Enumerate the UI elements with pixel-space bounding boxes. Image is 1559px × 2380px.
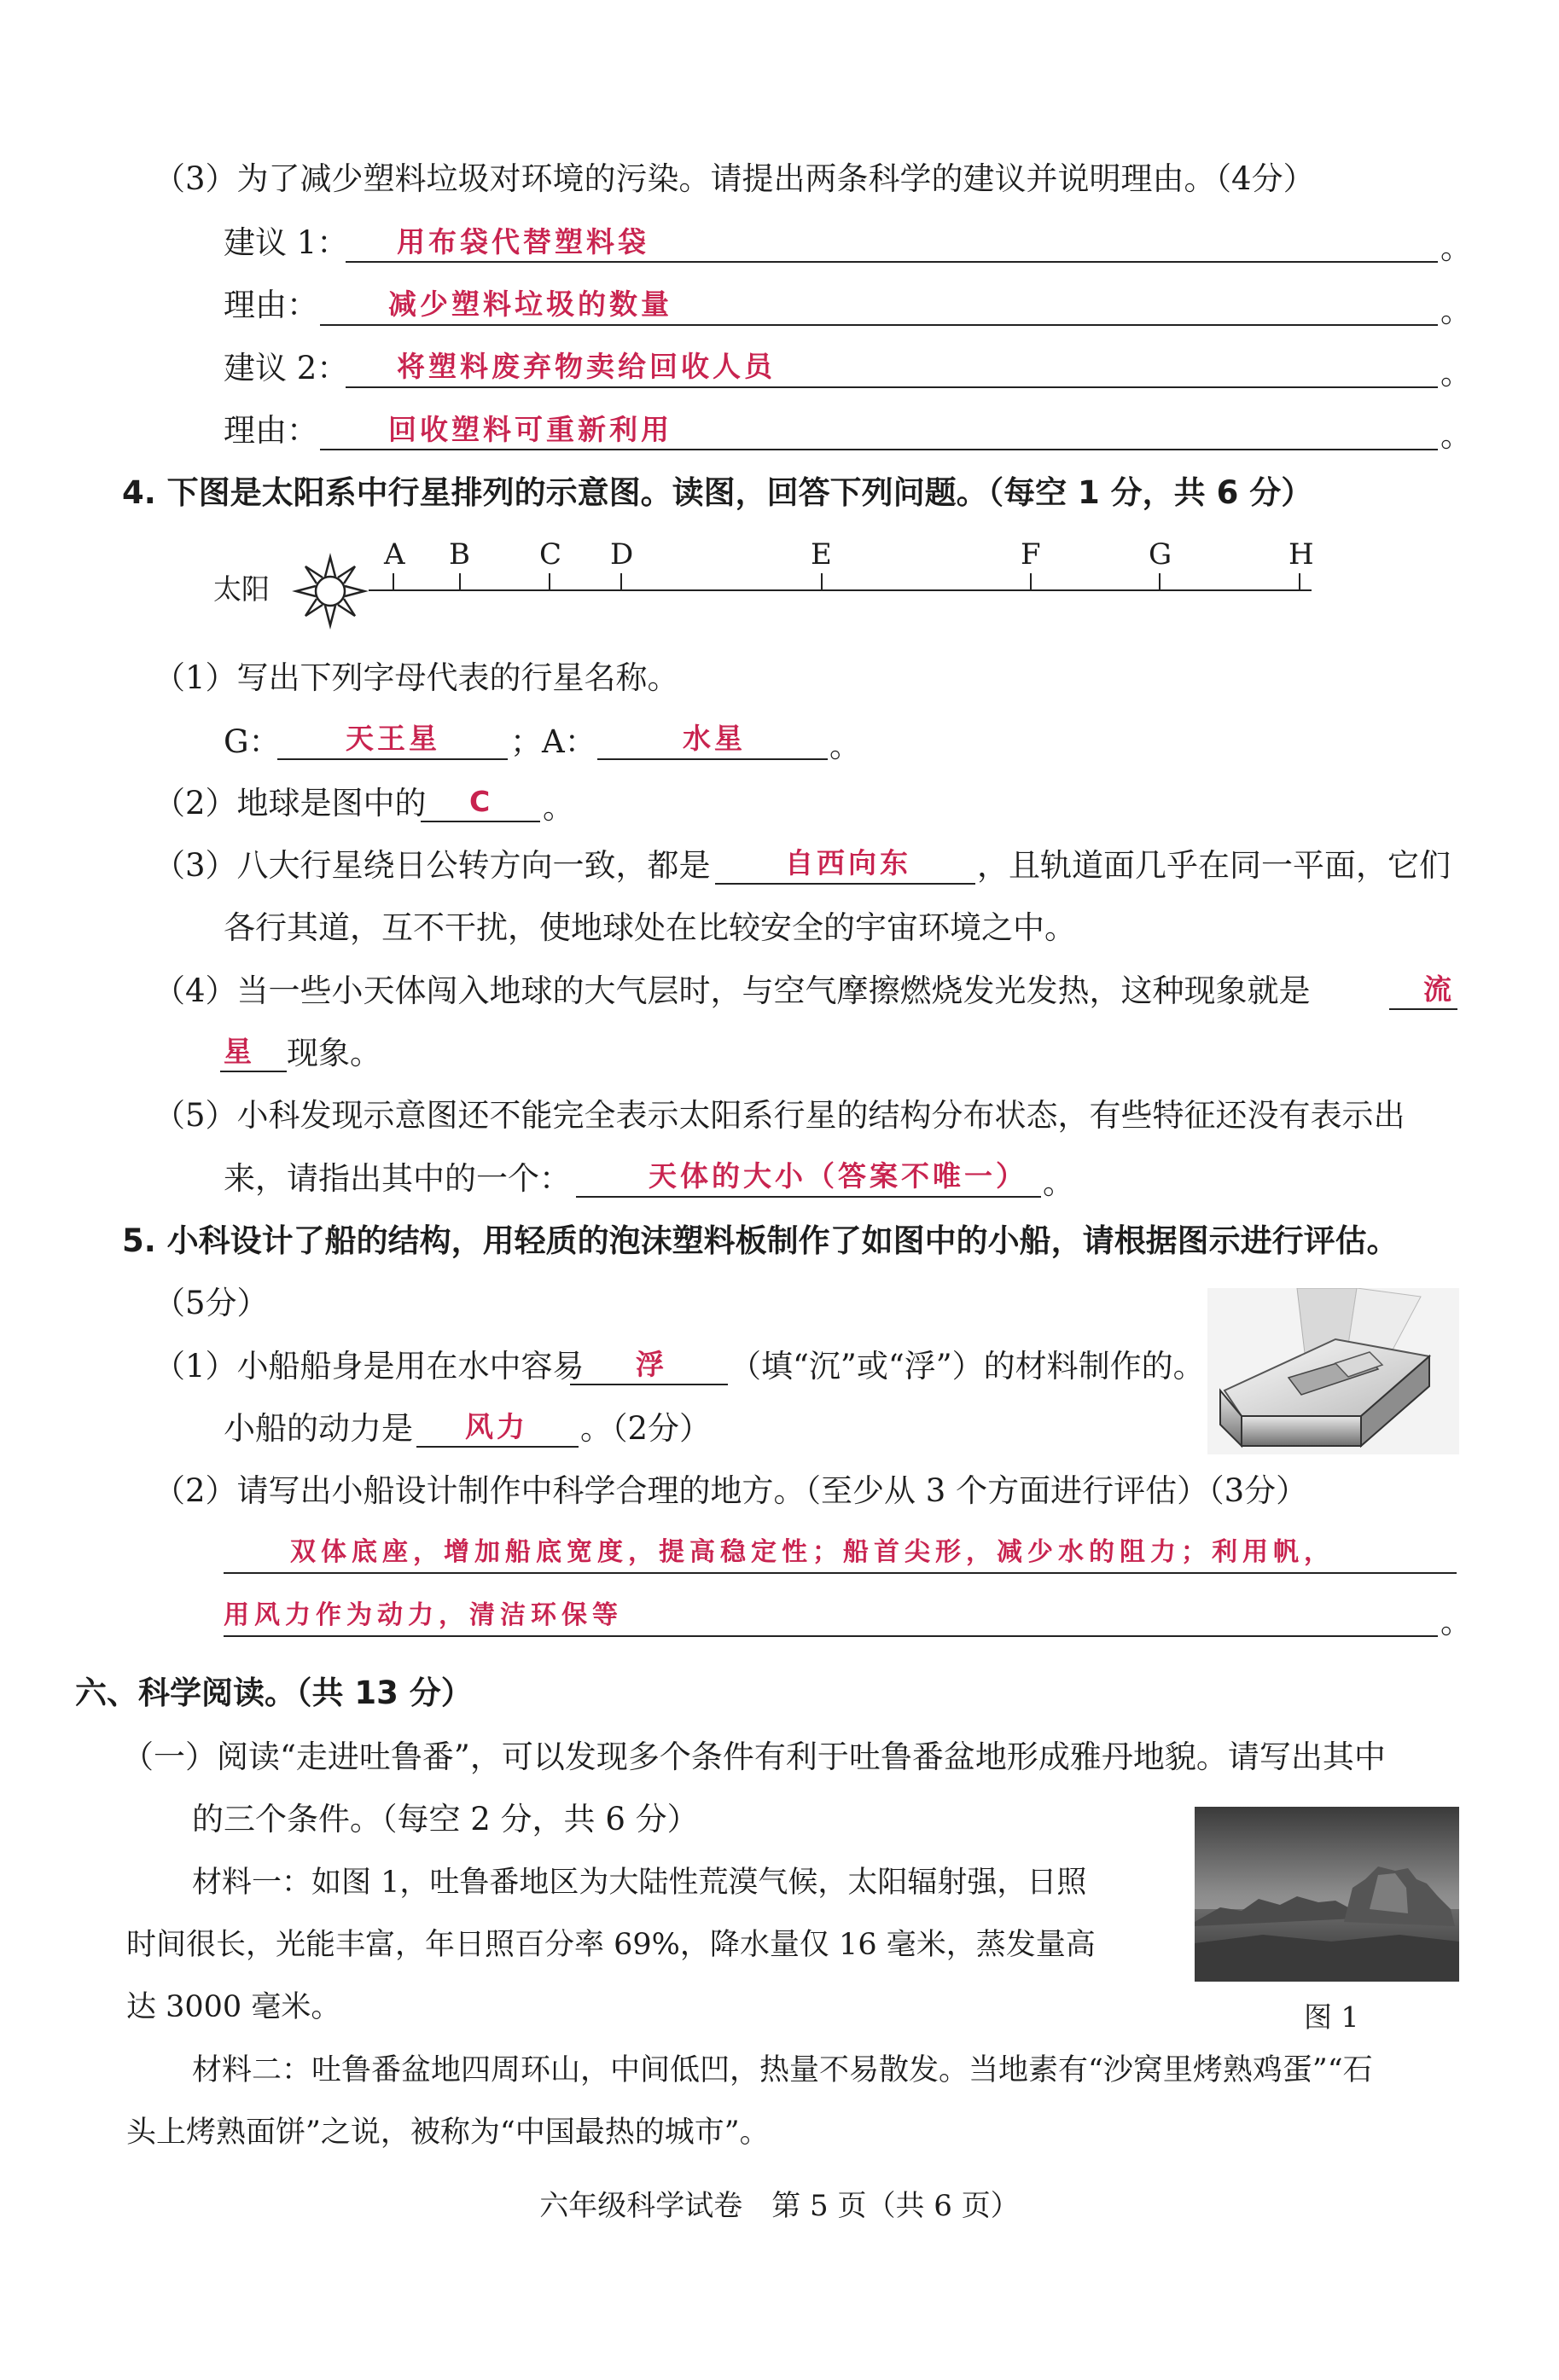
q4-p2-line xyxy=(421,821,540,822)
q4-p2-text: （2）地球是图中的 xyxy=(154,785,427,821)
q4-stem: 4. 下图是太阳系中行星排列的示意图。读图，回答下列问题。（每空 1 分，共 6 分） xyxy=(122,474,1313,511)
planet-letter-f: F xyxy=(1021,537,1041,572)
s6-p1-a: （一）阅读“走进吐鲁番”，可以发现多个条件有利于吐鲁番盆地形成雅丹地貌。请写出其中 xyxy=(122,1739,1386,1775)
planet-letter-h: H xyxy=(1289,537,1314,572)
q3-row1-end: 。 xyxy=(1440,229,1472,266)
planet-tick-a xyxy=(393,573,394,590)
q4-p4-line-b xyxy=(220,1071,287,1072)
planet-tick-b xyxy=(459,573,461,590)
q5-p2-answer-1: 双体底座，增加船底宽度，提高稳定性；船首尖形，减少水的阻力；利用帆， xyxy=(290,1537,1335,1567)
q5-p2-answer-2: 用风力作为动力，清洁环保等 xyxy=(224,1600,623,1630)
q4-p5-end: 。 xyxy=(1043,1164,1074,1201)
s6-m1-b: 时间很长，光能丰富，年日照百分率 69%，降水量仅 16 毫米，蒸发量高 xyxy=(126,1928,1096,1962)
s6-m1-a: 材料一：如图 1，吐鲁番地区为大陆性荒漠气候，太阳辐射强，日照 xyxy=(192,1866,1087,1900)
q4-p1-end: 。 xyxy=(829,728,861,764)
q3-row3-end: 。 xyxy=(1440,355,1472,392)
q4-p2-answer: C xyxy=(469,785,494,818)
q5-p1-text-d: 。（2分） xyxy=(580,1410,712,1447)
planet-letter-d: D xyxy=(610,537,634,572)
planet-tick-g xyxy=(1159,573,1161,590)
q4-p1-text: （1）写出下列字母代表的行星名称。 xyxy=(154,659,679,696)
q4-p5-text-a: （5）小科发现示意图还不能完全表示太阳系行星的结构分布状态，有些特征还没有表示出 xyxy=(154,1097,1405,1134)
q4-p1-g-line xyxy=(277,758,508,760)
q5-p1-text-c: 小船的动力是 xyxy=(224,1410,413,1447)
planet-letter-g: G xyxy=(1149,537,1172,572)
q3-row3-line xyxy=(346,386,1438,388)
s6-fig-caption: 图 1 xyxy=(1304,2000,1359,2034)
sun-icon xyxy=(292,553,369,630)
q4-p1-sep: ；A： xyxy=(510,723,596,760)
planet-tick-e xyxy=(821,573,823,590)
s6-m1-c: 达 3000 毫米。 xyxy=(126,1990,341,2024)
planet-letter-c: C xyxy=(539,537,562,572)
q3-row2-label: 理由： xyxy=(224,287,318,323)
q3-row2-answer: 减少塑料垃圾的数量 xyxy=(388,287,672,321)
q4-p1-g-answer: 天王星 xyxy=(346,722,440,755)
q5-p1-answer-a: 浮 xyxy=(636,1348,667,1381)
q4-p4-text-b: 现象。 xyxy=(287,1035,381,1071)
q5-p2-text: （2）请写出小船设计制作中科学合理的地方。（至少从 3 个方面进行评估）（3分） xyxy=(154,1472,1308,1509)
q3-row1-answer: 用布袋代替塑料袋 xyxy=(397,225,649,258)
q4-p4-line-a xyxy=(1389,1008,1457,1010)
turpan-yardang-photo xyxy=(1195,1807,1459,1982)
sun-label: 太阳 xyxy=(213,572,270,606)
q5-stem-a: 5. 小科设计了船的结构，用轻质的泡沫塑料板制作了如图中的小船，请根据图示进行评估。 xyxy=(122,1222,1399,1259)
q4-p1-a-answer: 水星 xyxy=(683,722,746,755)
q5-p1-text-b: （填“沉”或“浮”）的材料制作的。 xyxy=(730,1348,1205,1384)
page-footer: 六年级科学试卷 第 5 页（共 6 页） xyxy=(539,2189,1020,2223)
q5-p1-text-a: （1）小船船身是用在水中容易 xyxy=(154,1348,585,1384)
q3-row1-label: 建议 1： xyxy=(224,224,349,261)
q5-p2-end: 。 xyxy=(1440,1604,1472,1640)
q5-stem-b: （5分） xyxy=(154,1285,269,1321)
q5-p2-line-1 xyxy=(224,1572,1457,1574)
q3-row4-line xyxy=(320,449,1438,450)
q4-p5-answer: 天体的大小（答案不唯一） xyxy=(649,1159,1027,1193)
q5-p1-line-b xyxy=(416,1446,579,1448)
q3-row2-line xyxy=(320,324,1438,326)
planet-tick-d xyxy=(620,573,622,590)
q4-p1-g-label: G： xyxy=(224,723,281,760)
planet-letter-a: A xyxy=(384,537,405,572)
s6-heading: 六、科学阅读。（共 13 分） xyxy=(75,1675,473,1711)
q3-row4-answer: 回收塑料可重新利用 xyxy=(388,413,672,446)
planet-tick-c xyxy=(549,573,550,590)
solar-system-diagram xyxy=(213,537,1323,631)
orbit-axis-line xyxy=(369,589,1312,591)
q3-row4-end: 。 xyxy=(1440,417,1472,454)
s6-p1-b: 的三个条件。（每空 2 分，共 6 分） xyxy=(192,1801,699,1837)
s6-m2-a: 材料二：吐鲁番盆地四周环山，中间低凹，热量不易散发。当地素有“沙窝里烤熟鸡蛋”“石 xyxy=(192,2053,1373,2087)
q3-stem: （3）为了减少塑料垃圾对环境的污染。请提出两条科学的建议并说明理由。（4分） xyxy=(154,160,1315,197)
q4-p5-line xyxy=(576,1196,1041,1198)
q4-p5-text-b: 来，请指出其中的一个： xyxy=(224,1160,571,1197)
q4-p3-text-a: （3）八大行星绕日公转方向一致，都是 xyxy=(154,847,711,884)
q4-p3-answer: 自西向东 xyxy=(785,846,911,879)
planet-tick-f xyxy=(1030,573,1032,590)
q5-p1-line-a xyxy=(570,1384,728,1385)
planet-tick-h xyxy=(1299,573,1300,590)
q5-p2-line-2 xyxy=(224,1635,1438,1637)
boat-photo xyxy=(1207,1288,1459,1454)
q4-p2-end: 。 xyxy=(543,789,574,826)
s6-m2-b: 头上烤熟面饼”之说，被称为“中国最热的城市”。 xyxy=(126,2116,770,2150)
q3-row3-label: 建议 2： xyxy=(224,350,349,386)
q4-p3-line xyxy=(715,883,975,885)
q4-p4-answer-a: 流 xyxy=(1423,972,1455,1006)
q4-p1-a-line xyxy=(597,758,828,760)
q4-p4-answer-b: 星 xyxy=(224,1035,255,1068)
q3-row2-end: 。 xyxy=(1440,293,1472,329)
q4-p3-text-c: 各行其道，互不干扰，使地球处在比较安全的宇宙环境之中。 xyxy=(224,909,1076,946)
planet-letter-b: B xyxy=(449,537,470,572)
q4-p3-text-b: ，且轨道面几乎在同一平面，它们 xyxy=(977,847,1451,884)
q4-p4-text-a: （4）当一些小天体闯入地球的大气层时，与空气摩擦燃烧发光发热，这种现象就是 xyxy=(154,972,1311,1009)
q3-row1-line xyxy=(346,261,1438,263)
planet-letter-e: E xyxy=(811,537,832,572)
q3-row3-answer: 将塑料废弃物卖给回收人员 xyxy=(397,350,776,383)
q5-p1-answer-b: 风力 xyxy=(465,1410,528,1443)
q3-row4-label: 理由： xyxy=(224,412,318,449)
